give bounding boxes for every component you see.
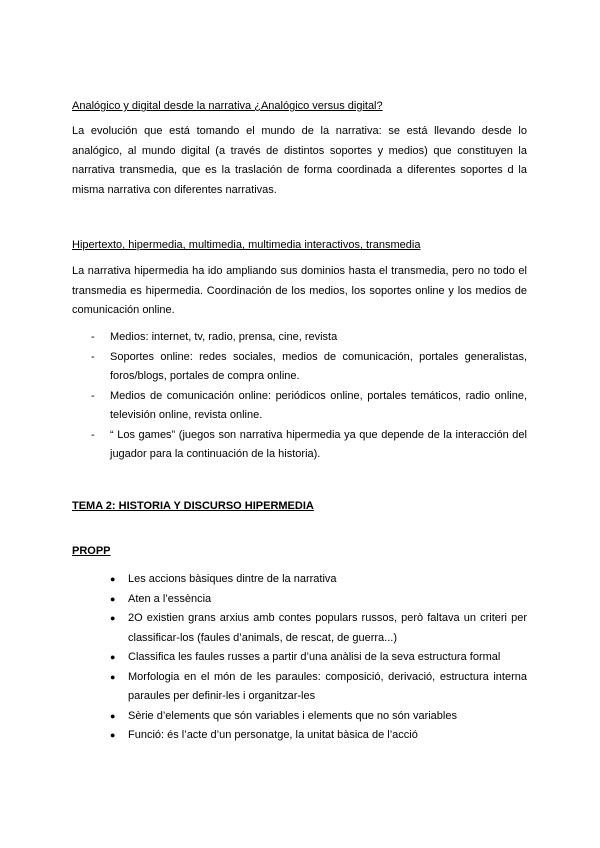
dash-marker: - xyxy=(91,428,95,441)
list-item-line: Soportes online: redes sociales, medios de comunicación, portales generalistas, xyxy=(110,350,527,363)
bullet-icon: ● xyxy=(110,671,116,682)
list-item xyxy=(110,726,527,746)
list-item-line: Sèrie d’elements que són variables i elements que no són variables xyxy=(128,709,457,722)
list-item-line: foros/blogs, portales de compra online. xyxy=(110,370,300,382)
bullet-icon: ● xyxy=(110,710,116,721)
list-item xyxy=(110,707,527,727)
list-item-line: “ Los games” (juegos son narrativa hipermedia ya que depende de la interacción del xyxy=(110,428,527,441)
bullet-icon: ● xyxy=(110,574,116,584)
list-item xyxy=(110,609,527,648)
list-item-line: 2O existien grans arxius amb contes populars russos, però faltava un criteri per xyxy=(128,612,527,624)
paragraph-line: comunicación online. xyxy=(72,304,175,316)
list-item-line: Medios: internet, tv, radio, prensa, cine, revista xyxy=(110,331,338,343)
list-item xyxy=(91,387,527,426)
list-item xyxy=(110,590,527,610)
paragraph-evolucion xyxy=(72,122,527,200)
media-list xyxy=(91,328,527,465)
section-heading-analogico: Analógico y digital desde la narrativa ¿Analógico versus digital? xyxy=(72,100,383,112)
bullet-icon: ● xyxy=(110,613,116,623)
paragraph-line: La evolución que está tomando el mundo de la narrativa: se está llevando desde lo xyxy=(72,125,527,137)
bullet-icon: ● xyxy=(110,730,116,740)
list-item-line: jugador para la continuación de la historia). xyxy=(110,448,321,460)
dash-marker: - xyxy=(91,389,95,402)
paragraph-line: analógico, al mundo digital (a través de distintos soportes y medios) que constituyen la xyxy=(72,144,527,157)
list-item xyxy=(110,648,527,668)
bullet-icon: ● xyxy=(110,593,116,604)
dash-marker: - xyxy=(91,350,95,363)
paragraph-line: misma narrativa con diferentes narrativas. xyxy=(72,183,277,196)
list-item-line: Medios de comunicación online: periódicos online, portales temáticos, radio online, xyxy=(110,389,527,402)
paragraph-line: narrativa transmedia, que es la traslación de forma coordinada a diferentes soportes d la xyxy=(72,164,527,176)
paragraph-line: La narrativa hipermedia ha ido ampliando sus dominios hasta el transmedia, pero no todo el xyxy=(72,265,527,277)
list-item-line: televisión online, revista online. xyxy=(110,409,263,421)
paragraph-line: transmedia es hipermedia. Coordinación de los medios, los soportes online y los medios de xyxy=(72,284,527,297)
list-item-line: classificar-los (faules d’animals, de rescat, de guerra...) xyxy=(128,631,397,644)
dash-marker: - xyxy=(91,331,95,343)
bullet-icon: ● xyxy=(110,652,116,662)
section-heading-hipertexto: Hipertexto, hipermedia, multimedia, multimedia interactivos, transmedia xyxy=(72,239,421,251)
propp-list xyxy=(110,570,527,746)
list-item xyxy=(91,426,527,465)
list-item xyxy=(91,348,527,387)
list-item-line: paraules per definir-les i organitzar-les xyxy=(128,690,316,702)
list-item-line: Funció: és l’acte d’un personatge, la unitat bàsica de l’acció xyxy=(128,729,418,741)
list-item xyxy=(110,570,527,590)
list-item-line: Classifica les faules russes a partir d’una anàlisi de la seva estructura formal xyxy=(128,651,501,663)
list-item-line: Aten a l’essència xyxy=(128,592,212,605)
list-item-line: Les accions bàsiques dintre de la narrativa xyxy=(128,573,337,585)
list-item xyxy=(91,328,527,348)
list-item xyxy=(110,668,527,707)
list-item-line: Morfologia en el món de les paraules: composició, derivació, estructura interna xyxy=(128,670,527,683)
section-heading-propp: PROPP xyxy=(72,545,111,557)
paragraph-narrativa-hipermedia xyxy=(72,262,527,321)
section-heading-tema2: TEMA 2: HISTORIA Y DISCURSO HIPERMEDIA xyxy=(72,500,314,512)
